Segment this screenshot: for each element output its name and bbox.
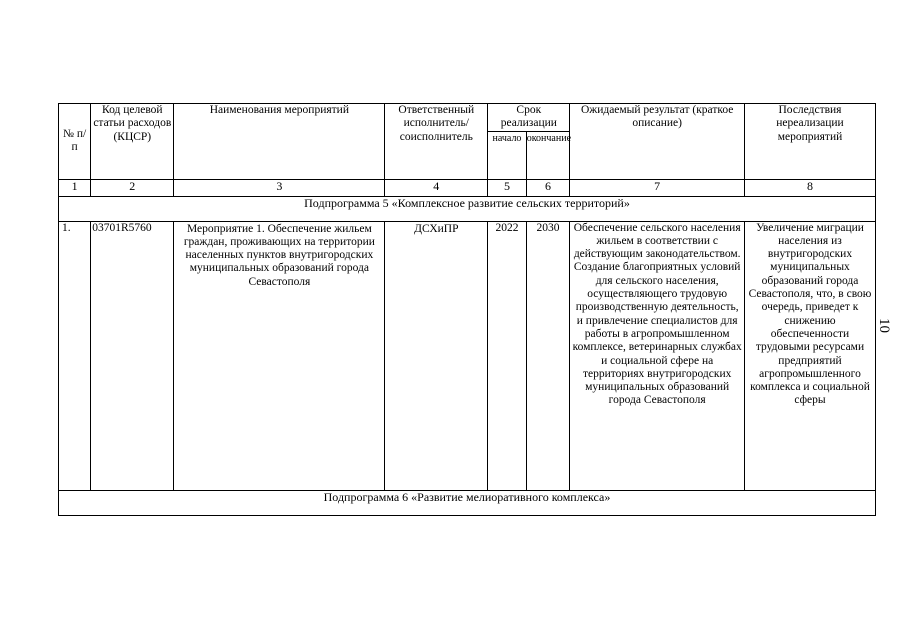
row-code: 03701R5760 [91,221,174,490]
program-table [58,103,876,516]
header-no: № п/п [59,104,91,180]
header-name: Наименования мероприятий [174,104,385,180]
row-name: Мероприятие 1. Обеспечение жильем граждан, проживающих на территории населенных пунктов внутригородских муниципальных образований города Севастополя [174,221,385,490]
header-start: начало [488,131,526,179]
subprogram-5-title: Подпрограмма 5 «Комплексное развитие сельских территорий» [59,196,876,221]
subprogram-5-row [59,196,876,221]
header-row [59,104,876,132]
row-responsible: ДСХиПР [385,221,488,490]
page-number: 10 [876,318,892,333]
header-end: окончание [526,131,570,179]
colnum-6: 6 [526,179,570,196]
row-result: Обеспечение сельского населения жильем в соответствии с действующим законодательством. Создание благоприятных условий для сельского населения, осуществляющего трудовую производственную деятельность, и привлечение специалистов для работы в агропромышленном комплексе, ветеринарных службах и социальной сфере на территориях внутригородских муниципальных образований города Севастополя [570,221,745,490]
colnum-5: 5 [488,179,526,196]
subprogram-6-row [59,490,876,515]
colnum-1: 1 [59,179,91,196]
row-start: 2022 [488,221,526,490]
row-end: 2030 [526,221,570,490]
subprogram-6-title: Подпрограмма 6 «Развитие мелиоративного комплекса» [59,490,876,515]
header-period: Срок реализации [488,104,570,132]
header-consequences: Последствия нереализации мероприятий [744,104,875,180]
header-responsible: Ответственный исполнитель/ соисполнитель [385,104,488,180]
column-number-row [59,179,876,196]
table-row [59,221,876,490]
row-number: 1. [59,221,91,490]
colnum-8: 8 [744,179,875,196]
row-consequences: Увеличение миграции населения из внутригородских муниципальных образований города Севастополя, что, в свою очередь, приведет к снижению обеспеченности трудовыми ресурсами предприятий агропромышленного комплекса и социальной сферы [744,221,875,490]
colnum-7: 7 [570,179,745,196]
colnum-3: 3 [174,179,385,196]
colnum-2: 2 [91,179,174,196]
header-result: Ожидаемый результат (краткое описание) [570,104,745,180]
header-code: Код целевой статьи расходов (КЦСР) [91,104,174,180]
colnum-4: 4 [385,179,488,196]
